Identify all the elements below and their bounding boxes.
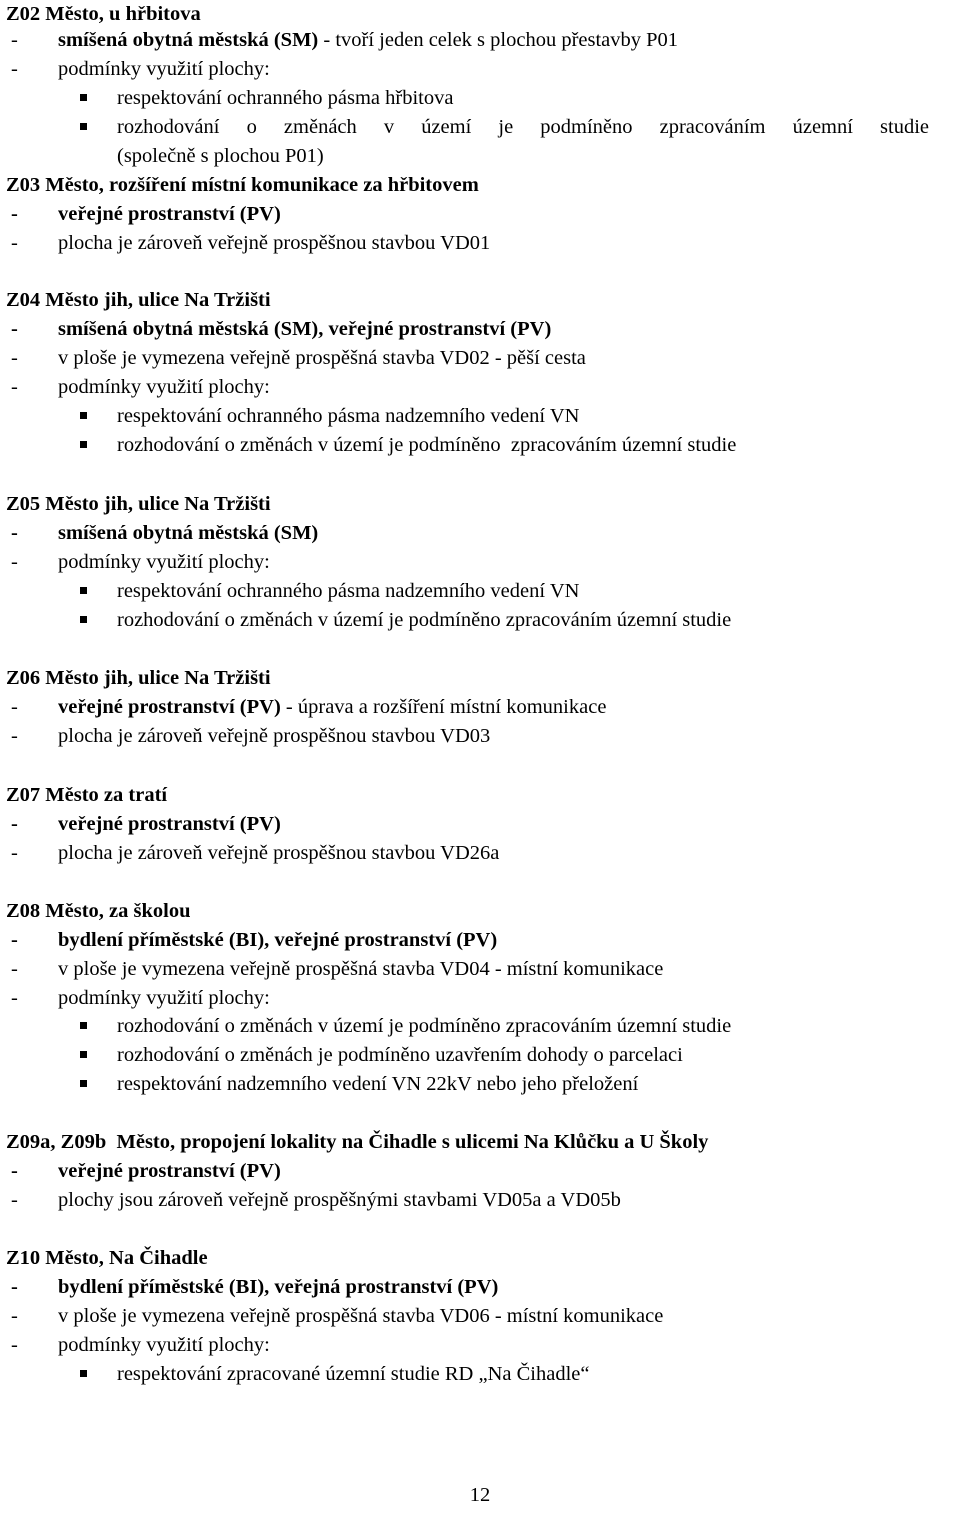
dash-bullet: - (11, 522, 18, 544)
heading-text: Z03 Město, rozšíření místní komunikace za hřbitovem (6, 174, 479, 196)
dash-item (0, 229, 960, 258)
word: území (421, 116, 472, 138)
dash-item (0, 1331, 960, 1360)
heading-text: Z04 Město jih, ulice Na Tržišti (6, 289, 271, 311)
square-bullet-icon (80, 123, 87, 130)
land-use-note: - úprava a rozšíření místní komunikace (280, 696, 607, 718)
dash-text: v ploše je vymezena veřejně prospěšná stavba VD04 - místní komunikace (58, 958, 664, 980)
square-bullet-item (0, 1041, 960, 1070)
dash-text: smíšená obytná městská (SM), veřejné prostranství (PV) (58, 318, 552, 340)
dash-item (0, 548, 960, 577)
dash-bullet: - (11, 813, 18, 835)
bullet-text: respektování ochranného pásma nadzemního vedení VN (117, 580, 580, 602)
section-heading-z03 (0, 171, 960, 200)
dash-item (0, 984, 960, 1013)
dash-bullet: - (11, 318, 18, 340)
dash-bullet: - (11, 696, 18, 718)
section-heading-z02 (0, 0, 960, 29)
heading-text: Z07 Město za tratí (6, 784, 168, 806)
section-heading-z07 (0, 781, 960, 810)
heading-text: Z02 Město, u hřbitova (6, 3, 201, 25)
heading-text: Z08 Město, za školou (6, 900, 191, 922)
square-bullet-icon (80, 94, 87, 101)
section-heading-z06 (0, 664, 960, 693)
square-bullet-item (0, 1012, 960, 1041)
word: studie (880, 116, 929, 138)
dash-item (0, 1157, 960, 1186)
dash-item (0, 926, 960, 955)
dash-item (0, 955, 960, 984)
bullet-text: (společně s plochou P01) (117, 145, 324, 167)
bullet-text: rozhodování o změnách v území je podmíněno zpracováním územní studie (117, 434, 737, 456)
dash-text: plocha je zároveň veřejně prospěšnou stavbou VD03 (58, 725, 491, 747)
section-heading-z08 (0, 897, 960, 926)
dash-item (0, 1186, 960, 1215)
dash-bullet: - (11, 1276, 18, 1298)
section-heading-z05 (0, 490, 960, 519)
word: o (246, 116, 257, 138)
square-bullet-item (0, 577, 960, 606)
square-bullet-item (0, 1070, 960, 1099)
square-bullet-icon (80, 616, 87, 623)
section-heading-z10 (0, 1244, 960, 1273)
dash-bullet: - (11, 1160, 18, 1182)
heading-text: Z05 Město jih, ulice Na Tržišti (6, 493, 271, 515)
square-bullet-item (0, 1360, 960, 1389)
square-bullet-item (0, 113, 960, 142)
bullet-text: rozhodování o změnách v území je podmíněno zpracováním územní studie (117, 1015, 732, 1037)
dash-bullet: - (11, 347, 18, 369)
square-bullet-icon (80, 441, 87, 448)
dash-bullet: - (11, 551, 18, 573)
dash-item (0, 373, 960, 402)
word: v (383, 116, 395, 138)
bullet-text-justified (117, 113, 929, 142)
dash-bullet: - (11, 929, 18, 951)
dash-item (0, 1273, 960, 1302)
dash-item (0, 1302, 960, 1331)
dash-text (58, 693, 606, 722)
heading-text: Z10 Město, Na Čihadle (6, 1247, 208, 1269)
word: změnách (283, 116, 357, 138)
dash-bullet: - (11, 203, 18, 225)
dash-text: podmínky využití plochy: (58, 58, 270, 80)
square-bullet-item (0, 431, 960, 460)
bullet-text: rozhodování o změnách je podmíněno uzavřením dohody o parcelaci (117, 1044, 683, 1066)
dash-text: podmínky využití plochy: (58, 376, 270, 398)
dash-bullet: - (11, 376, 18, 398)
dash-bullet: - (11, 232, 18, 254)
dash-item (0, 26, 960, 55)
dash-text: veřejné prostranství (PV) (58, 203, 281, 225)
dash-bullet: - (11, 958, 18, 980)
dash-item (0, 315, 960, 344)
heading-text: Z09a, Z09b Město, propojení lokality na Čihadle s ulicemi Na Klůčku a U Školy (6, 1131, 709, 1153)
bullet-text: respektování ochranného pásma hřbitova (117, 87, 454, 109)
square-bullet-item (0, 606, 960, 635)
dash-bullet: - (11, 1189, 18, 1211)
dash-item (0, 722, 960, 751)
dash-text: podmínky využití plochy: (58, 551, 270, 573)
dash-text: bydlení příměstské (BI), veřejná prostranství (PV) (58, 1276, 499, 1298)
dash-text: veřejné prostranství (PV) (58, 813, 281, 835)
dash-text: plocha je zároveň veřejně prospěšnou stavbou VD01 (58, 232, 491, 254)
land-use-type: veřejné prostranství (PV) (58, 696, 281, 718)
section-heading-z04 (0, 286, 960, 315)
square-bullet-icon (80, 1051, 87, 1058)
dash-text: veřejné prostranství (PV) (58, 1160, 281, 1182)
dash-text: smíšená obytná městská (SM) (58, 522, 319, 544)
bullet-continuation (0, 142, 960, 171)
land-use-note: - tvoří jeden celek s plochou přestavby P01 (318, 29, 679, 51)
dash-item (0, 693, 960, 722)
section-heading-z09 (0, 1128, 960, 1157)
square-bullet-item (0, 84, 960, 113)
word: rozhodování (117, 116, 220, 138)
bullet-text: rozhodování o změnách v území je podmíněno zpracováním územní studie (117, 609, 732, 631)
dash-bullet: - (11, 1305, 18, 1327)
dash-bullet: - (11, 58, 18, 80)
square-bullet-icon (80, 412, 87, 419)
page-number: 12 (469, 1484, 491, 1506)
dash-text: plocha je zároveň veřejně prospěšnou stavbou VD26a (58, 842, 500, 864)
dash-text: plochy jsou zároveň veřejně prospěšnými stavbami VD05a a VD05b (58, 1189, 621, 1211)
dash-item (0, 200, 960, 229)
dash-text: v ploše je vymezena veřejně prospěšná stavba VD06 - místní komunikace (58, 1305, 664, 1327)
dash-bullet: - (11, 1334, 18, 1356)
dash-item (0, 839, 960, 868)
square-bullet-icon (80, 1370, 87, 1377)
dash-bullet: - (11, 842, 18, 864)
bullet-text: respektování ochranného pásma nadzemního vedení VN (117, 405, 580, 427)
square-bullet-item (0, 402, 960, 431)
word: je (498, 116, 514, 138)
dash-item (0, 810, 960, 839)
dash-item (0, 519, 960, 548)
dash-text: podmínky využití plochy: (58, 987, 270, 1009)
heading-text: Z06 Město jih, ulice Na Tržišti (6, 667, 271, 689)
bullet-text: respektování nadzemního vedení VN 22kV nebo jeho přeložení (117, 1073, 639, 1095)
word: podmíněno (540, 116, 633, 138)
dash-bullet: - (11, 987, 18, 1009)
dash-bullet: - (11, 29, 18, 51)
dash-item (0, 344, 960, 373)
dash-text: bydlení příměstské (BI), veřejné prostranství (PV) (58, 929, 498, 951)
word: územní (792, 116, 853, 138)
square-bullet-icon (80, 1080, 87, 1087)
bullet-text: respektování zpracované územní studie RD „Na Čihadle“ (117, 1363, 590, 1385)
land-use-type: smíšená obytná městská (SM) (58, 29, 319, 51)
dash-text: v ploše je vymezena veřejně prospěšná stavba VD02 - pěší cesta (58, 347, 586, 369)
word: zpracováním (659, 116, 766, 138)
square-bullet-icon (80, 1022, 87, 1029)
dash-bullet: - (11, 725, 18, 747)
dash-item (0, 55, 960, 84)
dash-text: podmínky využití plochy: (58, 1334, 270, 1356)
dash-text (58, 26, 678, 55)
square-bullet-icon (80, 587, 87, 594)
